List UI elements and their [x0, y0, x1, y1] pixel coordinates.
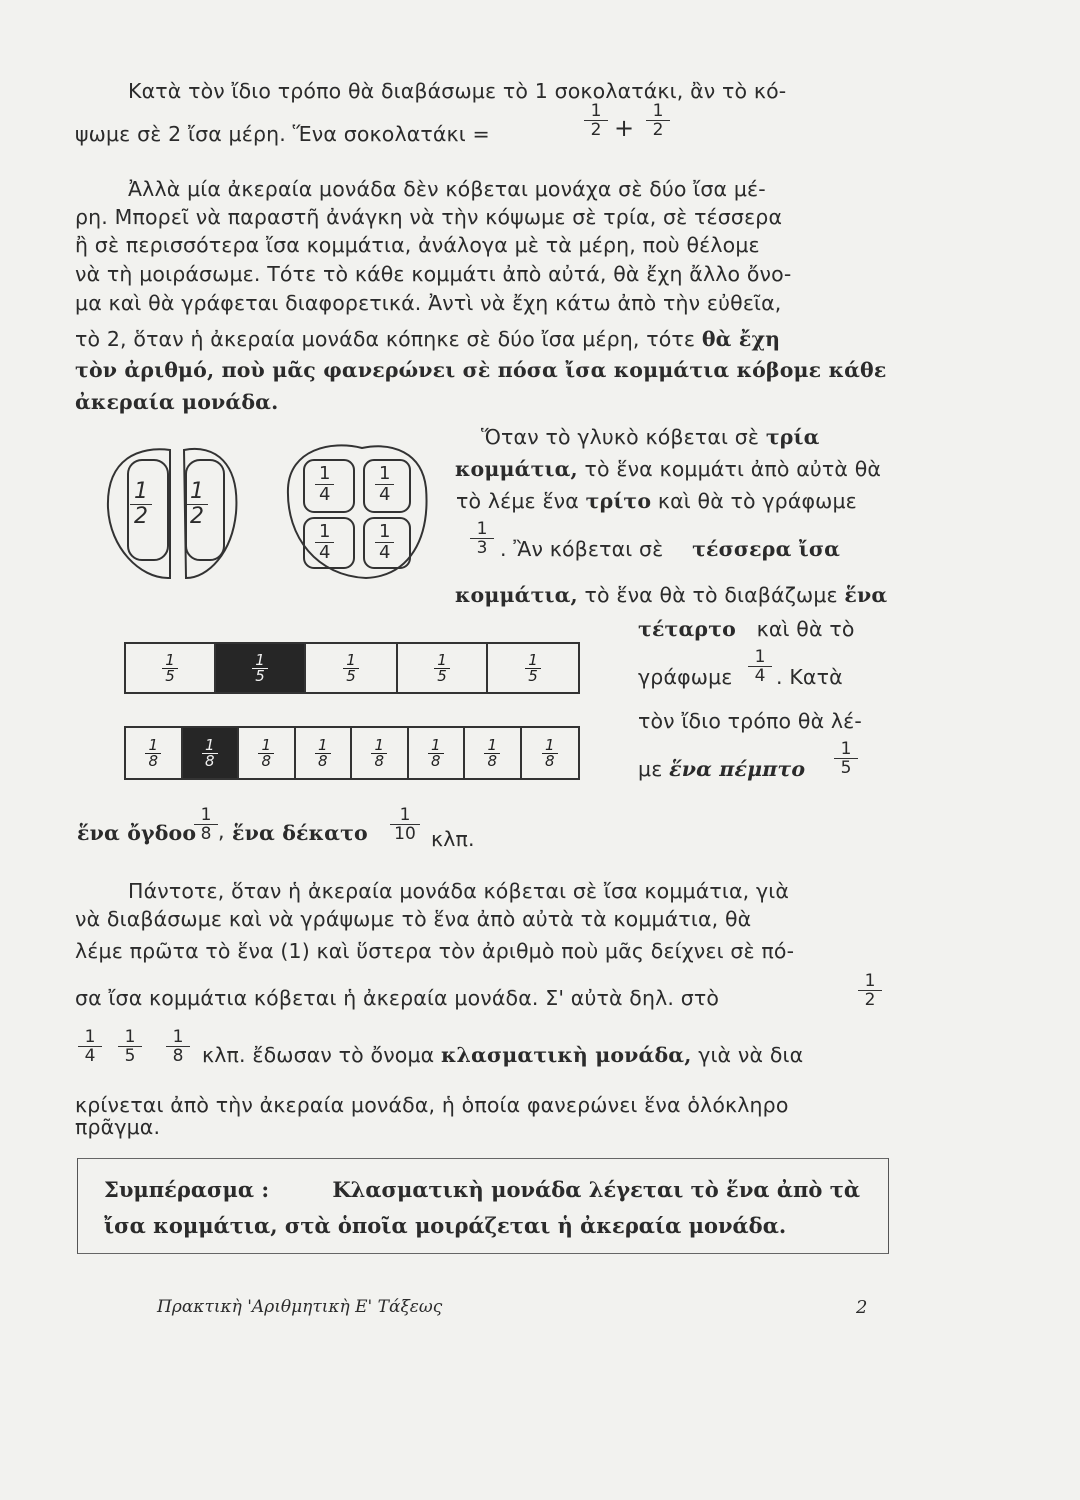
eighths-cell: 1 8 [352, 728, 409, 778]
conclusion-line-2 [104, 1213, 860, 1238]
conclusion-text-2: ἴσα κομμάτια, στὰ ὁποῖα μοιράζεται ἡ ἀκεραία μονάδα. [104, 1213, 787, 1238]
frac-num: 1 [315, 464, 334, 485]
fifths-cell: 1 5 [306, 644, 398, 692]
text-line-4: ρη. Μπορεῖ νὰ παραστῆ ἀνάγκη νὰ τὴν κόψωμε σὲ τρία, σὲ τέσσερα [75, 205, 783, 229]
fraction-one-fifth [834, 740, 858, 777]
conclusion-box [77, 1158, 889, 1254]
fraction-one-eighth [194, 806, 218, 843]
frac-num: 1 [78, 1028, 102, 1047]
apple-half-label-left [130, 480, 152, 529]
frac-den: 10 [394, 824, 416, 844]
eighths-cell: 1 8 [296, 728, 353, 778]
apple-quarters-figure [288, 445, 427, 578]
frac-num: 1 [858, 972, 882, 991]
frac-den: 4 [379, 542, 391, 563]
r6b: καὶ θὰ τὸ [756, 617, 855, 641]
text-line-2 [75, 121, 490, 147]
eighth-label: ἕνα ὄγδοο [77, 821, 197, 845]
right-line-2 [455, 456, 881, 482]
eighths-cell: 1 8 [522, 728, 578, 778]
right-line-5 [455, 582, 887, 608]
text-line-6: νὰ τὴ μοιράσωμε. Τότε τὸ κάθε κομμάτι ἀπὸ αὐτά, θὰ ἔχη ἄλλο ὄνο- [75, 262, 792, 286]
conclusion-line-1 [104, 1177, 860, 1202]
para-line-1: Πάντοτε, ὅταν ἡ ἀκεραία μονάδα κόβεται σὲ ἴσα κομμάτια, γιὰ [128, 879, 790, 903]
frac-num: 1 [186, 480, 208, 505]
apple-quarter-label-bl [315, 522, 334, 563]
right-line-3 [456, 488, 857, 514]
frac-num: 1 [375, 464, 394, 485]
comma-1: , [218, 819, 225, 843]
text-line-5: ἢ σὲ περισσότερα ἴσα κομμάτια, ἀνάλογα μὲ τὰ μέρη, ποὺ θέλομε [75, 233, 760, 257]
text-line-3: Ἀλλὰ μία ἀκεραία μονάδα δὲν κόβεται μονάχα σὲ δύο ἴσα μέ- [128, 177, 766, 201]
frac-num: 1 [834, 740, 858, 759]
fraction-one-half-a [584, 102, 608, 139]
r9a: με [638, 757, 663, 781]
apple-quarter-label-tr [375, 464, 394, 505]
r6a: τέταρτο [638, 617, 736, 641]
tenth-label: ἕνα δέκατο [232, 821, 368, 845]
apple-half-label-right [186, 480, 208, 529]
para-line-3: λέμε πρῶτα τὸ ἕνα (1) καὶ ὕστερα τὸν ἀριθμὸ ποὺ μᾶς δείχνει σὲ πό- [75, 939, 795, 963]
r9b: ἕνα πέμπτο [669, 757, 806, 781]
r4a: . Ἂν κόβεται σὲ [500, 537, 664, 561]
right-line-8: τὸν ἴδιο τρόπο θὰ λέ- [638, 709, 862, 733]
frac-den: 5 [840, 758, 852, 778]
fifths-cell-shaded: 1 5 [216, 644, 306, 692]
frac-num: 1 [118, 1028, 142, 1047]
para-line-4: σα ἴσα κομμάτια κόβεται ἡ ἀκεραία μονάδα. Σ' αὐτὰ δηλ. στὸ [75, 986, 720, 1010]
r4b: τέσσερα ἴσα [692, 537, 841, 561]
p5b: κλασματικὴ μονάδα, [441, 1043, 692, 1067]
r3b: τρίτο [585, 489, 652, 513]
frac-num: 1 [166, 1028, 190, 1047]
r3c: καὶ θὰ τὸ γράφωμε [657, 489, 857, 513]
frac-num: 1 [584, 102, 608, 121]
frac-den: 4 [379, 484, 391, 505]
para-line-5 [202, 1042, 803, 1068]
eighths-cell-shaded: 1 8 [183, 728, 240, 778]
text-line-1: Κατὰ τὸν ἴδιο τρόπο θὰ διαβάσωμε τὸ 1 σοκολατάκι, ἂν τὸ κό- [128, 79, 787, 103]
etc-label: κλπ. [431, 827, 475, 851]
footer-page-number: 2 [856, 1297, 868, 1318]
text-line-10: ἀκεραία μονάδα. [75, 390, 279, 414]
text-line-8a: τὸ 2, ὅταν ἡ ἀκεραία μονάδα κόπηκε σὲ δύο ἴσα μέρη, τότε [75, 327, 696, 351]
p5a: κλπ. ἔδωσαν τὸ ὄνομα [202, 1043, 435, 1067]
right-line-7b: . Κατὰ [776, 665, 843, 689]
frac-den: 2 [864, 990, 876, 1010]
right-line-4 [500, 536, 840, 562]
eighths-bar [124, 726, 580, 780]
apple-halves-figure [108, 449, 237, 578]
fraction-one-half-c [858, 972, 882, 1009]
r2b: τὸ ἕνα κομμάτι ἀπὸ αὐτὰ θὰ [584, 457, 882, 481]
frac-num: 1 [748, 648, 772, 667]
r5b: τὸ ἕνα θὰ τὸ διαβάζωμε [584, 583, 838, 607]
frac-den: 8 [172, 1046, 184, 1066]
frac-den: 4 [319, 484, 331, 505]
footer-book-title: Πρακτικὴ 'Αριθμητικὴ Ε' Τάξεως [157, 1297, 443, 1317]
frac-num: 1 [390, 806, 420, 825]
conclusion-label: Συμπέρασμα : [104, 1177, 270, 1202]
frac-den: 4 [754, 666, 766, 686]
right-line-1 [481, 424, 820, 450]
frac-den: 5 [124, 1046, 136, 1066]
conclusion-text-1: Κλασματικὴ μονάδα λέγεται τὸ ἕνα ἀπὸ τὰ [332, 1177, 860, 1202]
frac-den: 3 [476, 538, 488, 558]
fraction-one-half-b [646, 102, 670, 139]
fifths-cell: 1 5 [398, 644, 488, 692]
fraction-one-eighth-b [166, 1028, 190, 1065]
r5c: ἕνα [844, 583, 888, 607]
right-line-9 [638, 756, 805, 782]
eighths-cell: 1 8 [239, 728, 296, 778]
frac-den: 2 [652, 120, 664, 140]
fifths-cell: 1 5 [126, 644, 216, 692]
frac-num: 1 [315, 522, 334, 543]
text-line-8b: θὰ ἔχη [701, 327, 781, 351]
frac-den: 2 [134, 504, 148, 529]
para-line-2: νὰ διαβάσωμε καὶ νὰ γράψωμε τὸ ἕνα ἀπὸ αὐτὰ τὰ κομμάτια, θὰ [75, 907, 752, 931]
frac-den: 2 [590, 120, 602, 140]
eighths-cell: 1 8 [409, 728, 466, 778]
frac-num: 1 [375, 522, 394, 543]
frac-den: 4 [319, 542, 331, 563]
para-line-6: κρίνεται ἀπὸ τὴν ἀκεραία μονάδα, ἡ ὁποία φανερώνει ἕνα ὁλόκληρο [75, 1093, 789, 1117]
frac-den: 2 [190, 504, 204, 529]
para-line-7: πρᾶγμα. [75, 1115, 161, 1139]
r7a: γράφωμε [638, 665, 733, 689]
text-line-2a: ψωμε σὲ 2 ἴσα μέρη. Ἕνα σοκολατάκι = [75, 122, 490, 146]
eighths-cell: 1 8 [465, 728, 522, 778]
text-line-8 [75, 326, 780, 352]
r2a: κομμάτια, [455, 457, 578, 481]
r1b: τρία [765, 425, 820, 449]
apple-quarters-outline [288, 445, 427, 578]
fraction-one-quarter [748, 648, 772, 685]
frac-num: 1 [130, 480, 152, 505]
p5c: γιὰ νὰ δια [698, 1043, 804, 1067]
right-line-6 [638, 616, 855, 642]
right-line-7 [638, 664, 733, 690]
text-line-9: τὸν ἀριθμό, ποὺ μᾶς φανερώνει σὲ πόσα ἴσα κομμάτια κόβομε κάθε [75, 358, 887, 382]
text-line-7: μα καὶ θὰ γράφεται διαφορετικά. Ἀντὶ νὰ ἔχη κάτω ἀπὸ τὴν εὐθεῖα, [75, 291, 782, 315]
apple-quarter-label-tl [315, 464, 334, 505]
plus-sign: + [614, 114, 635, 142]
frac-num: 1 [194, 806, 218, 825]
r3a: τὸ λέμε ἕνα [456, 489, 579, 513]
fraction-one-fifth-b [118, 1028, 142, 1065]
fraction-one-third [470, 520, 494, 557]
fifths-cell: 1 5 [488, 644, 578, 692]
frac-den: 4 [84, 1046, 96, 1066]
r5a: κομμάτια, [455, 583, 578, 607]
fraction-one-tenth [390, 806, 420, 843]
frac-num: 1 [646, 102, 670, 121]
apple-quarter-label-br [375, 522, 394, 563]
eighths-cell: 1 8 [126, 728, 183, 778]
r1a: Ὅταν τὸ γλυκὸ κόβεται σὲ [481, 425, 760, 449]
frac-num: 1 [470, 520, 494, 539]
frac-den: 8 [200, 824, 212, 844]
fifths-bar [124, 642, 580, 694]
fraction-one-quarter-b [78, 1028, 102, 1065]
